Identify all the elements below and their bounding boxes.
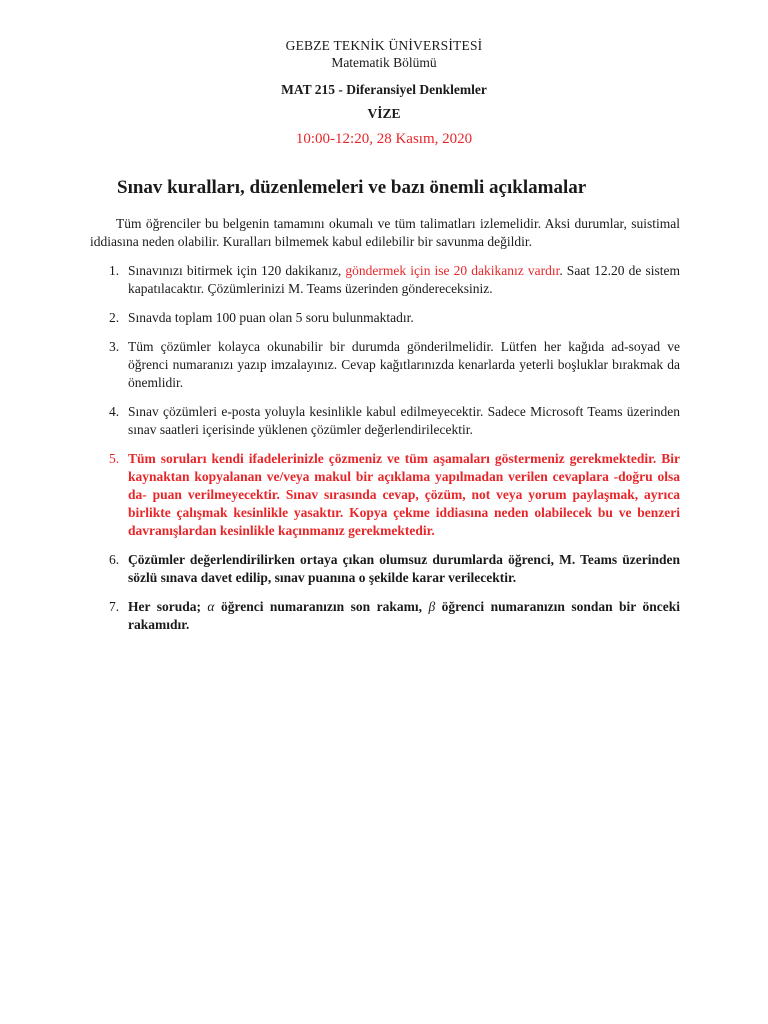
rule-text: öğrenci numaranızın sondan bir önceki rakamıdır.: [128, 599, 681, 632]
rule-item-1: [90, 262, 680, 298]
rule-text: Her soruda;: [128, 599, 208, 614]
rule-item-4: [90, 403, 680, 439]
university-name: GEBZE TEKNİK ÜNİVERSİTESİ: [285, 38, 483, 53]
exam-type: VİZE: [367, 106, 401, 121]
department-name: Matematik Bölümü: [331, 55, 437, 70]
intro-paragraph: Tüm öğrenciler bu belgenin tamamını okumalı ve tüm talimatları izlemelidir. Aksi durumlar, suistimal iddiasına neden olabilir. Kuralları bilmemek kabul edilebilir bir savunma değildir.: [90, 216, 680, 249]
exam-datetime: 10:00-12:20, 28 Kasım, 2020: [295, 131, 473, 147]
rule-text: öğrenci numaranızın son rakamı,: [214, 599, 429, 614]
rule-item-7: [90, 598, 680, 634]
rule-number: 1.: [109, 263, 120, 278]
rule-number: 7.: [109, 599, 120, 614]
rule-number: 5.: [109, 451, 120, 466]
rule-text: Çözümler değerlendirilirken ortaya çıkan olumsuz durumlarda öğrenci, M. Teams üzerinden sözlü sınava davet edilip, sınav puanına o şekilde karar verilecektir.: [128, 552, 680, 585]
rule-text: Sınavınızı bitirmek için 120 dakikanız,: [128, 263, 346, 278]
rule-highlight-text: göndermek için ise 20 dakikanız vardır: [345, 263, 560, 278]
section-title: Sınav kuralları, düzenlemeleri ve bazı önemli açıklamalar: [117, 177, 587, 198]
rule-text: Tüm soruları kendi ifadelerinizle çözmeniz ve tüm aşamaları göstermeniz gerekmektedir. Bir kaynaktan kopyalanan ve/veya makul bir açıklama yapılmadan verilen cevaplara -doğru olsa da- puan verilmeyecektir. Sınav sırasında cevap, çözüm, not veya yorum paylaşmak, ayrıca birlikte çalışmak kesinlikle yasaktır. Kopya çekme iddiasına neden olabilecek bu ve benzeri davranışlardan kesinlikle kaçınmanız gerekmektedir.: [128, 451, 680, 538]
rule-text: . Saat 12.20 de sistem kapatılacaktır. Çözümlerinizi M. Teams üzerinden göndereceksiniz.: [128, 263, 680, 296]
rule-text: Sınav çözümleri e-posta yoluyla kesinlikle kabul edilmeyecektir. Sadece Microsoft Teams üzerinden sınav saatleri içerisinde yüklenen çözümler değerlendirilecektir.: [128, 404, 680, 437]
rule-number: 3.: [109, 339, 120, 354]
rule-item-3: [90, 338, 680, 392]
rule-number: 4.: [109, 404, 120, 419]
rule-number: 6.: [109, 552, 120, 567]
rule-text: Tüm çözümler kolayca okunabilir bir durumda gönderilmelidir. Lütfen her kağıda ad-soyad ve öğrenci numaranızı yazıp imzalayınız. Cevap kağıtlarınızda kenarlarda yeterli boşluklar bırakmak da önemlidir.: [128, 339, 680, 390]
beta-symbol: β: [428, 599, 436, 614]
rule-item-5: [90, 450, 680, 540]
alpha-symbol: α: [207, 599, 215, 614]
rule-number: 2.: [109, 310, 120, 325]
course-title: MAT 215 - Diferansiyel Denklemler: [281, 82, 487, 97]
rule-item-6: [90, 551, 680, 587]
rule-text: Sınavda toplam 100 puan olan 5 soru bulunmaktadır.: [128, 310, 414, 325]
rule-item-2: [90, 309, 680, 327]
rules-list: [90, 262, 680, 645]
